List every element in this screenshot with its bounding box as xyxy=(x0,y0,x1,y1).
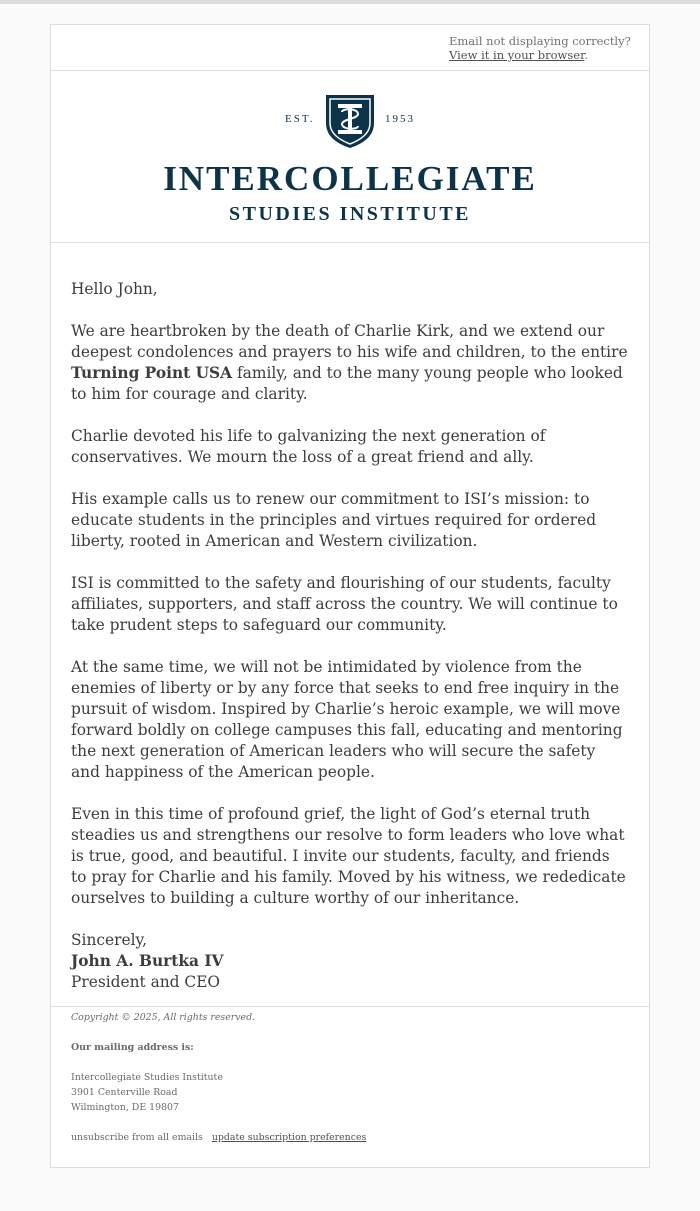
paragraph-5: At the same time, we will not be intimidated by violence from the enemies of liberty or by any force that seeks to end free inquiry in the pursuit of wisdom. Inspired by Charlie’s heroic example, we will move forward boldly on college campuses this fall, educating and mentoring the next generation of American leaders who will secure the safety and happiness of the American people. xyxy=(71,658,623,781)
address-line: 3901 Centerville Road xyxy=(71,1087,178,1098)
mailing-address xyxy=(71,1070,629,1115)
mailing-address-title: Our mailing address is: xyxy=(71,1042,194,1053)
not-displaying-text: Email not displaying correctly? xyxy=(449,34,631,48)
update-preferences-link[interactable]: update subscription preferences xyxy=(211,1132,367,1143)
preheader xyxy=(51,25,649,71)
paragraph-3: His example calls us to renew our commitment to ISI’s mission: to educate students in the principles and virtues required for ordered liberty, rooted in American and Western civilization. xyxy=(71,490,597,550)
paragraph-2: Charlie devoted his life to galvanizing the next generation of conservatives. We mourn the loss of a great friend and ally. xyxy=(71,427,546,466)
est-label: EST. xyxy=(285,113,315,125)
footer-links xyxy=(71,1130,629,1145)
founding-year: 1953 xyxy=(385,113,415,125)
isi-shield-logo-icon xyxy=(324,93,376,149)
signer-name: John A. Burtka IV xyxy=(71,952,224,970)
letter-body xyxy=(51,243,649,1007)
paragraph-4: ISI is committed to the safety and flourishing of our students, faculty affiliates, supporters, and staff across the country. We will continue to take prudent steps to safeguard our community. xyxy=(71,574,618,634)
preheader-text xyxy=(449,34,631,62)
email-container xyxy=(50,24,650,1168)
brand-header xyxy=(51,71,649,243)
view-in-browser-link[interactable]: View it in your browser xyxy=(449,48,585,62)
top-strip xyxy=(0,0,700,4)
unsubscribe-link[interactable]: unsubscribe from all emails xyxy=(71,1132,203,1143)
brand-name-line1: INTERCOLLEGIATE xyxy=(163,159,537,198)
signer-title: President and CEO xyxy=(71,973,221,991)
greeting: Hello John, xyxy=(71,280,158,298)
footer xyxy=(51,1007,649,1145)
link-suffix: . xyxy=(584,48,588,62)
address-line: Wilmington, DE 19807 xyxy=(71,1102,179,1113)
closing: Sincerely, xyxy=(71,931,148,949)
brand-name-line2: STUDIES INSTITUTE xyxy=(228,203,472,225)
turning-point-bold: Turning Point USA xyxy=(71,364,233,382)
paragraph-6: Even in this time of profound grief, the light of God’s eternal truth steadies us and strengthens our resolve to form leaders who love what is true, good, and beautiful. I invite our students, faculty, and friends to pray for Charlie and his family. Moved by his witness, we rededicate ourselves to building a culture worthy of our inheritance. xyxy=(71,805,626,907)
address-line: Intercollegiate Studies Institute xyxy=(71,1072,223,1083)
copyright: Copyright © 2025, All rights reserved. xyxy=(71,1012,256,1023)
paragraph-1: We are heartbroken by the death of Charlie Kirk, and we extend our deepest condolences and prayers to his wife and children, to the entire Turning Point USA family, and to the many young people who looked to him for courage and clarity. xyxy=(71,322,628,403)
